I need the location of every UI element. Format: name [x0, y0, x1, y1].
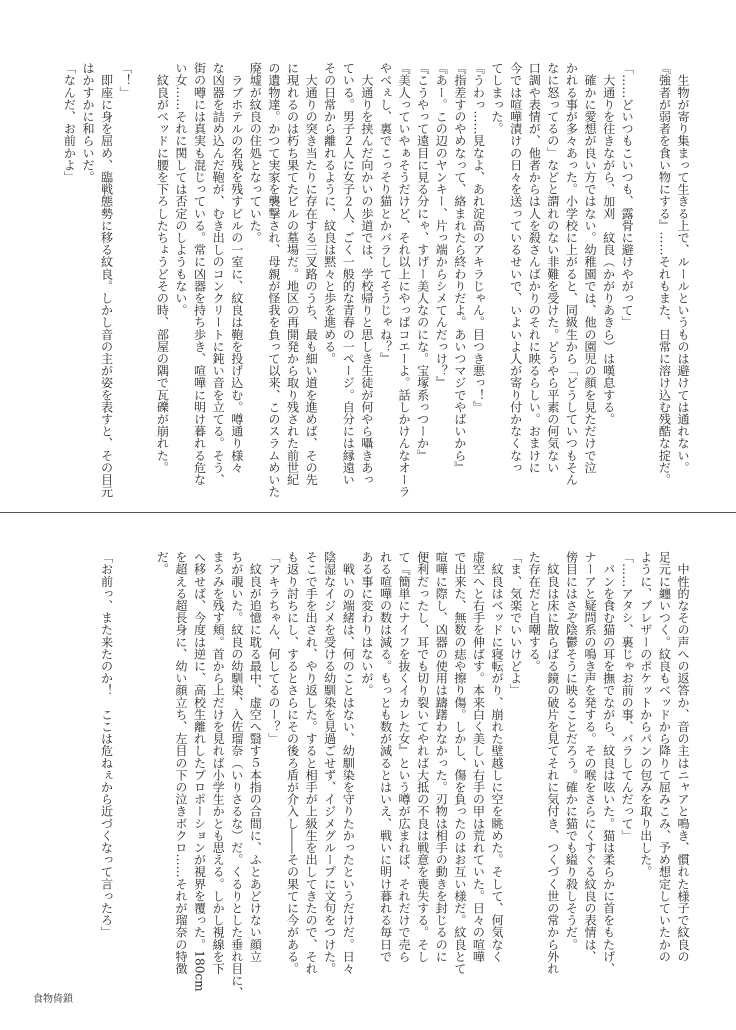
text-line: 戦いの端緒は、何のことはない、幼馴染を守りたかったというだけだ。日々 [341, 551, 356, 975]
text-line [636, 62, 655, 482]
text-line: なに怒ってるの」などと謂れのない非難を受けた。どうやら平素の何気ない [545, 62, 560, 474]
upper-text-block [60, 62, 692, 498]
text-line: ある事に変わりはないが。 [359, 551, 374, 697]
text-line [134, 62, 153, 482]
text-line: 口調や表情が、他者からは人を殺さんばかりのそれに映るらしい。おまけに [527, 62, 542, 474]
text-line: 紋良は床に散らばる鏡の破片を見てそれに気付き、つくづく世の常から外れ [545, 551, 560, 975]
text-line: ラブホテルの名残を残すビルの一室に、紋良は鞄を投げ込む。噂通り様々 [229, 62, 244, 474]
text-line: で出来た、無数の痣や擦り傷。しかし、傷を負ったのはお互い様だ。紋良とて [452, 551, 467, 975]
text-line: てしまった。 [490, 62, 505, 135]
text-line: 「アキラちゃん、何してるのー？」 [266, 551, 281, 745]
text-line: れる喧嘩の数は減る。もっとも数が減るとはいえ、戦いに明け暮れる毎日で [378, 551, 393, 963]
text-line: 「なんだ、お前かよ」 [62, 62, 77, 183]
text-line: 即座に身を屈め、臨戦態勢に移る紋良。しかし音の主が姿を表すと、その目元 [99, 62, 114, 498]
text-line: 『こうやって遠目に見る分にゃ、すげー美人なのにな。宝塚系っつーか』 [415, 62, 430, 462]
text-line: 確かに愛想が良い方ではない。幼稚園では、他の園児の顔を見ただけで泣 [583, 62, 598, 474]
text-line: ように、ブレザーのポケットからパンの包みを取り出した。 [638, 551, 653, 878]
text-line: い女……それに関しては否定のしようもない。 [173, 62, 188, 317]
text-line: へ移せば、今度は逆に、高校生離れしたプロポーションが視界を覆った。180cm [192, 551, 207, 992]
text-line: 今では喧嘩漬けの日々を送っているせいで、いよいよ人が寄り付かなくなっ [508, 62, 523, 474]
text-line: 「……どいつもこいつも、露骨に避けやがって」 [620, 62, 635, 329]
text-line: 中性的なその声への返答か、音の主はニャアと鳴き、慣れた様子で紋良の [676, 551, 690, 963]
text-line: 紋良はベッドに寝転がり、崩れた壁越しに空を眺めた。そして、何気なく [490, 551, 505, 963]
text-line: 紋良がベッドに腰を下ろしたちょうどその時、部屋の隅で瓦礫が崩れた。 [155, 62, 170, 474]
text-line: も返り討ちにし、するとさらにその後ろ盾が介入し――その果てに今がある。 [285, 551, 300, 975]
text-line: 街の噂には真実も混じっている。常に凶器を持ち歩き、喧嘩に明け暮れる危な [192, 62, 207, 486]
text-line: その日常から離れるように、紋良は黙々と歩を進める。 [322, 62, 337, 365]
text-line: 廃墟が紋良の住処となっていた。 [248, 62, 263, 244]
text-line: 陰湿なイジメを受ける幼馴染を見過ごせず、イジメグループに文句をつけた。 [322, 551, 337, 975]
text-line: 『美人っていやぁそうだけど、それ以上にやっぱコエーよ。話しかけんなオーラ [397, 62, 412, 498]
text-line: の遺物達。かつて実家を襲撃され、母親が怪我を負って以来、このスラムめいた [266, 62, 281, 498]
section-divider [0, 512, 736, 513]
text-line: 大通りを往きながら、加刈 紋良（かがりあきら）は嘆息する。 [601, 62, 616, 425]
text-line: はかすかに和らいだ。 [81, 62, 95, 183]
text-line: て『簡単にナイフを抜くイカレた女』という噂が広まれば、それだけで売ら [397, 551, 412, 963]
text-line: 『指差すのやめなって、絡まれたら終わりだよ。あいつマジでやばいから』 [452, 62, 467, 474]
text-line: な凶器を詰め込んだ鞄が、むき出しのコンクリートに鈍い音を立てる。そう、 [211, 62, 226, 486]
text-line: 「お前っ、また来たのか！ ここは危ねぇから近づくなって言ったろ」 [99, 551, 114, 939]
text-line: 傍目にはさぞ陰鬱そうに映ることだろう。確かに猫でも縊り殺しそうだ。 [564, 551, 579, 951]
text-line: やべぇし、裏でこっそり猫とかバラしてそうじゃね？』 [378, 62, 393, 365]
text-line: パンを食む猫の耳を撫でながら、紋良は呟いた。猫は柔らかに首をもたげ、 [601, 551, 616, 975]
text-line: 喧嘩に際し、凶器の使用は躊躇わなかった。刃物は相手の動きを封じるのに [434, 551, 449, 963]
text-line: そこで手を出され、やり返した。すると相手が上級生を出してきたので、それ [304, 551, 319, 975]
text-line: 便利だったし、耳でも切り裂いてやれば大抵の不良は戦意を喪失する。そし [415, 551, 430, 963]
text-line: まろみを残す頬。首から上だけを見れば小学生かとも思える。しかし視線を下 [211, 551, 226, 975]
text-line: に現れるのは朽ち果てたビルの墓場だ。地区の再開発から取り残された前世紀 [285, 62, 300, 486]
text-line: 『強者が弱者を食い物にする』……それもまた、日常に溶け込む残酷な掟だ。 [657, 62, 672, 486]
lower-text-block [97, 551, 692, 999]
text-line: 「ま、気楽でいいけどよ」 [508, 551, 523, 697]
page-footer-title: 食物倚鎖 [33, 994, 73, 1005]
text-line: た存在だと自嘲する。 [527, 551, 542, 672]
text-line [116, 551, 135, 971]
text-line: 「……アタシ、裏じゃお前の事、バラしてんだって」 [620, 551, 635, 842]
text-line: ナーアと疑問系の鳴き声を発する。その喉をさらにくすぐる紋良の表情は、 [583, 551, 598, 963]
text-line: ちが覗いた。紋良の幼馴染、入佐瑠奈（いりさるな）だ。くるりとした垂れ目に、 [229, 551, 244, 999]
text-line: を超える超長身に、幼い顔立ち、左目の下の泣きボクロ……それが瑠奈の特徴 [173, 551, 188, 975]
text-line: だ。 [155, 551, 170, 576]
text-line: 足元に纏いつく。紋良もベッドから降りて屈みこみ、予め想定していたかの [657, 551, 672, 963]
text-line: 『あー。この辺のヤンキー、片っ端からシメてんだっけ？』 [434, 62, 449, 389]
text-line: 生物が寄り集まって生きる上で、ルールというものは避けては通れない。 [676, 62, 690, 474]
text-line: 虚空へと右手を伸ばす。本来白く美しい右手の甲は荒れていた。日々の喧嘩 [471, 551, 486, 963]
text-line: 『うわっ……見なよ、あれ淀高のアキラじゃん。目つき悪っ！』 [471, 62, 486, 413]
text-line: 大通りの突き当たりに存在する三叉路のうち、最も細い道を進めば、その先 [304, 62, 319, 486]
text-line: 「！」 [118, 62, 133, 99]
text-line [134, 551, 153, 971]
text-line: ている。男子２人に女子２人、ごく一般的な青春の一ページ。自分には縁遠い [341, 62, 356, 486]
text-line: かれる事が多々あった。小学校に上がると、同級生から「どうしていつもそん [564, 62, 579, 486]
text-line: 紋良が追憶に耽る最中、虚空へ翳す５本指の合間に、ふとあどけない顔立 [248, 551, 263, 963]
text-line: 大通りを挟んだ向かいの歩道では、学校帰りと思しき生徒が何やら囁きあっ [359, 62, 374, 486]
